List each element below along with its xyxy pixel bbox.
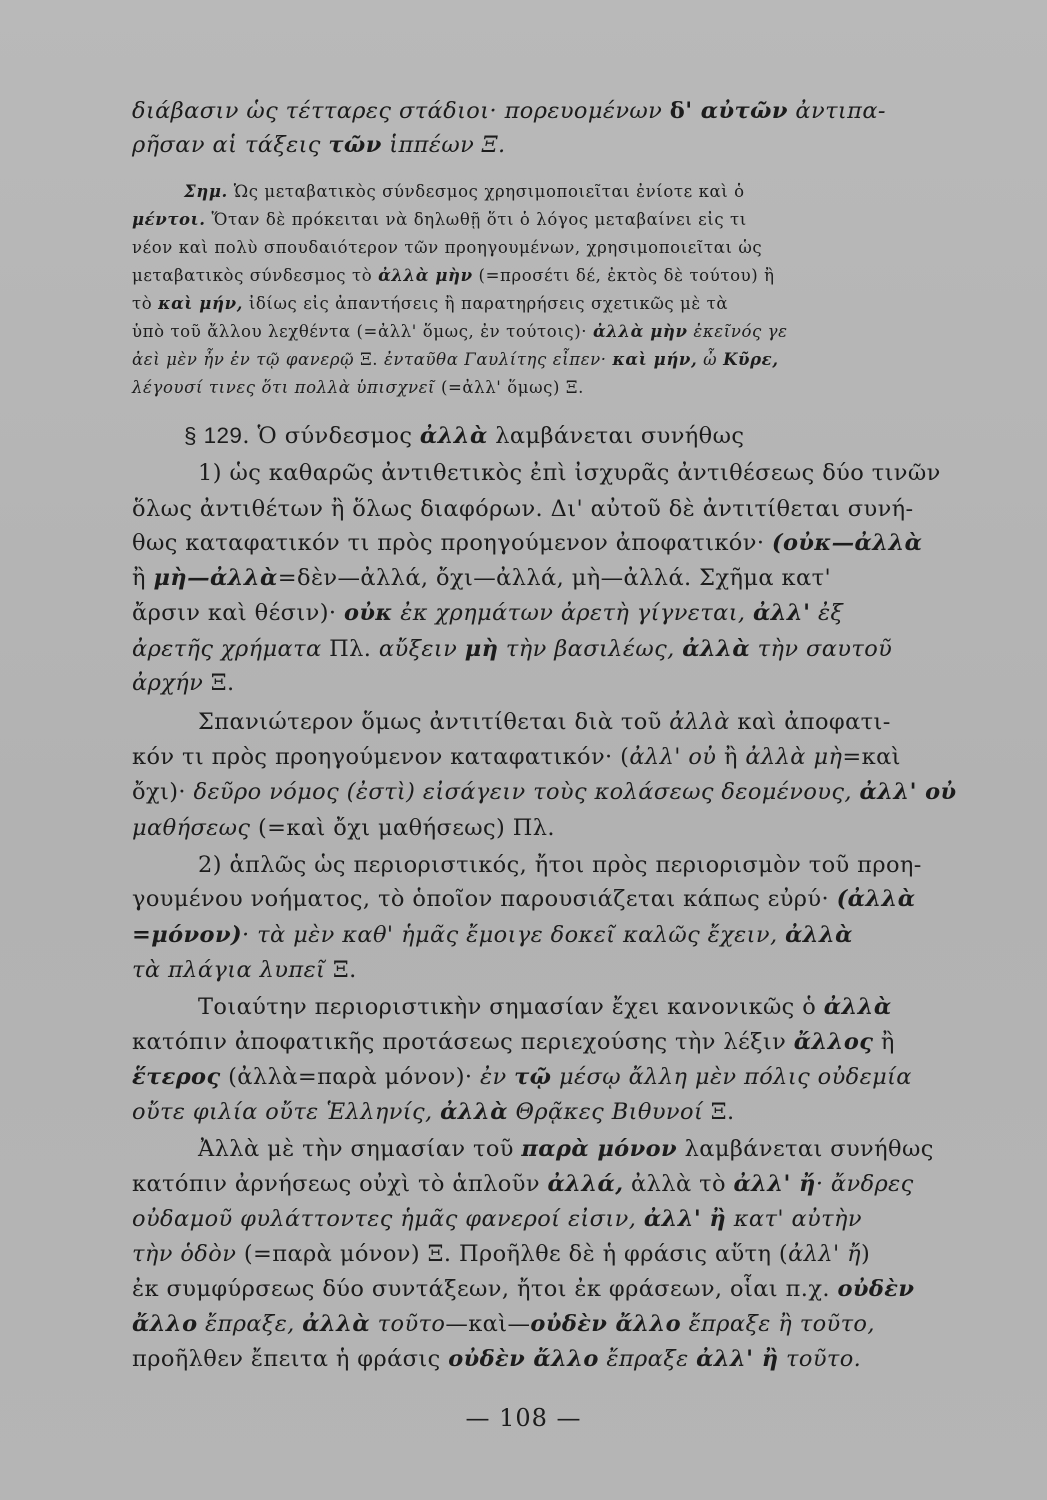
text-span: · τὰ μὲν καθ' ἡμᾶς ἔμοιγε δοκεῖ καλῶς ἔχειν,: [242, 922, 786, 948]
text-span: ἔπραξε,: [197, 1311, 303, 1337]
text-span: ἀρχήν: [132, 670, 204, 696]
text-span: θως καταφατικόν τι πρὸς προηγούμενον ἀποφατικόν·: [132, 530, 772, 556]
text-span: ὦ: [697, 350, 724, 369]
text-span: Ὡς μεταβατικὸς σύνδεσμος χρησιμοποιεῖται ἐνίοτε καὶ ὁ: [227, 182, 745, 201]
text-line: [198, 994, 892, 1020]
text-span: ἀλλὰ: [302, 1311, 371, 1337]
text-line: [132, 98, 886, 124]
text-span: καὶ μήν,: [612, 350, 698, 369]
text-span: τὴν βασιλέως,: [498, 636, 683, 662]
text-span: ἄλλος: [793, 1029, 874, 1055]
text-span: (=καὶ ὄχι μαθήσεως) Πλ.: [250, 815, 555, 841]
text-span: παρὰ μόνον: [521, 1136, 678, 1162]
text-span: ἐν: [479, 1064, 515, 1090]
text-span: ): [861, 1241, 871, 1267]
text-line: [132, 496, 914, 522]
text-line: [132, 886, 915, 912]
text-span: (=ἀλλ' ὅμως) Ξ.: [435, 378, 584, 397]
text-span: ὄχι)·: [132, 779, 194, 805]
text-span: γουμένου νοήματος, τὸ ὁποῖον παρουσιάζεται κάπως εὐρύ·: [132, 886, 837, 912]
text-span: Θρᾷκες Βιθυνοί: [507, 1099, 704, 1125]
text-span: νέον καὶ πολὺ σπουδαιότερον τῶν προηγουμένων, χρησιμοποιεῖται ὡς: [132, 238, 763, 257]
text-line: [132, 636, 892, 662]
text-span: μέντοι.: [132, 210, 206, 229]
text-line: [132, 1346, 861, 1372]
text-span: μὴ—ἀλλὰ: [153, 565, 278, 591]
text-line: [132, 350, 779, 369]
text-line: [132, 744, 901, 770]
text-span: =καὶ: [842, 744, 901, 770]
text-span: . Ὁ σύνδεσμος: [242, 423, 420, 449]
text-span: ἢ: [132, 565, 154, 591]
text-span: τὴν σαυτοῦ: [750, 636, 893, 662]
text-span: ὑπὸ τοῦ ἄλλου λεχθέντα (=ἀλλ' ὅμως, ἐν τούτοις)·: [132, 322, 593, 341]
text-line: [198, 1136, 934, 1162]
text-span: ἀλλὰ μὴ: [745, 744, 843, 770]
text-span: αὐτῶν: [692, 98, 788, 124]
text-span: ἀλλὰ τὸ: [623, 1171, 734, 1197]
text-span: οὔτε φιλία οὔτε Ἑλληνίς,: [132, 1099, 441, 1125]
text-span: οὐκ: [344, 600, 393, 626]
text-span: ἀρετῆς χρήματα: [132, 636, 322, 662]
text-line: [132, 132, 506, 158]
text-span: —καὶ—: [445, 1311, 531, 1337]
text-line: [132, 322, 788, 341]
text-span: Ὅταν δὲ πρόκειται νὰ δηλωθῇ ὅτι ὁ λόγος μεταβαίνει εἰς τι: [205, 210, 747, 229]
text-line: [132, 238, 762, 257]
text-span: οὐδὲν ἄλλο: [530, 1311, 682, 1337]
text-line: [184, 423, 744, 449]
text-span: =μόνον): [132, 922, 243, 948]
text-line: [132, 266, 775, 285]
text-span: μαθήσεως: [132, 815, 251, 841]
page-number: — 108 —: [465, 1404, 582, 1432]
text-span: ἀλλ': [753, 600, 811, 626]
text-line: [132, 210, 747, 229]
text-line: [198, 709, 891, 735]
text-span: Ξ.: [354, 350, 384, 369]
text-span: ἀλλὰ: [682, 636, 751, 662]
text-span: Σπανιώτερον ὅμως ἀντιτίθεται διὰ τοῦ: [198, 709, 670, 735]
text-span: ἀλλὰ μὴν: [592, 322, 688, 341]
text-span: ἐκ χρημάτων ἀρετὴ γίγνεται,: [392, 600, 754, 626]
text-span: ἀντιπα-: [787, 98, 886, 124]
text-span: μέσῳ ἄλλη μὲν πόλις οὐδεμία: [551, 1064, 912, 1090]
text-span: ρῆσαν αἱ τάξεις: [132, 132, 329, 158]
text-span: τοῦτο.: [778, 1346, 862, 1372]
text-span: οὐδὲν ἄλλο: [448, 1346, 599, 1372]
text-span: ἐνταῦθα Γαυλίτης εἶπεν·: [383, 350, 613, 369]
text-line: [132, 922, 853, 948]
text-span: τὴν ὁδὸν: [132, 1241, 237, 1267]
text-span: ἀλλὰ: [785, 922, 853, 948]
text-span: ἀλλὰ: [823, 994, 892, 1020]
text-span: Σημ.: [184, 182, 228, 201]
text-span: (=παρὰ μόνον) Ξ. Προῆλθε δὲ ἡ φράσις αὕτη (: [236, 1241, 789, 1267]
text-span: ἀλλ' ἤ: [788, 1241, 862, 1267]
text-span: ἀλλὰ: [440, 1099, 508, 1125]
text-span: Κῦρε,: [723, 350, 779, 369]
text-span: ἀλλ' ἤ: [733, 1171, 816, 1197]
text-span: ἱππέων Ξ.: [381, 132, 506, 158]
text-span: ἔπραξε ἢ τοῦτο,: [681, 1311, 875, 1337]
text-span: ἀεὶ μὲν ἦν ἐν τῷ φανερῷ: [132, 350, 355, 369]
text-span: (=προσέτι δέ, ἐκτὸς δὲ τούτου) ἢ: [472, 266, 775, 285]
text-span: οὐδὲν: [837, 1276, 915, 1302]
text-span: καὶ μήν,: [158, 294, 243, 313]
text-line: [132, 1276, 914, 1302]
text-span: ἕτερος: [132, 1064, 221, 1090]
text-span: (ἀλλὰ: [836, 886, 916, 912]
text-span: προῆλθεν ἔπειτα ἡ φράσις: [132, 1346, 449, 1372]
text-span: κατόπιν ἀποφατικῆς προτάσεως περιεχούσης τὴν λέξιν: [132, 1029, 794, 1055]
text-span: Ἀλλὰ μὲ τὴν σημασίαν τοῦ: [198, 1136, 522, 1162]
text-span: λαμβάνεται συνήθως: [487, 423, 745, 449]
text-span: 2) ἁπλῶς ὡς περιοριστικός, ἤτοι πρὸς περιορισμὸν τοῦ προη-: [198, 852, 922, 878]
text-line: [132, 1171, 914, 1197]
text-span: ἄλλο: [132, 1311, 198, 1337]
text-span: ἀλλ' οὐ: [629, 744, 717, 770]
text-span: Ξ.: [325, 957, 357, 983]
text-line: [132, 957, 357, 983]
text-span: ἐκ συμφύρσεως δύο συντάξεων, ἤτοι ἐκ φράσεων, οἷαι π.χ.: [132, 1276, 838, 1302]
text-span: κόν τι πρὸς προηγούμενον καταφατικόν· (: [132, 744, 630, 770]
text-line: [132, 530, 922, 556]
text-span: ὅλως ἀντιθέτων ἢ ὅλως διαφόρων. Δι' αὐτοῦ δὲ ἀντιτίθεται συνή-: [132, 496, 914, 522]
text-span: ἐκεῖνός γε: [687, 322, 788, 341]
text-line: [132, 779, 957, 805]
text-span: Τοιαύτην περιοριστικὴν σημασίαν ἔχει κανονικῶς ὁ: [198, 994, 824, 1020]
text-span: οὐδαμοῦ φυλάττοντες ἡμᾶς φανεροί εἰσιν,: [132, 1206, 644, 1232]
text-span: μεταβατικὸς σύνδεσμος τὸ: [132, 266, 379, 285]
text-line: [132, 1099, 735, 1125]
text-span: τῶν: [328, 132, 382, 158]
text-span: αὔξειν: [378, 636, 465, 662]
text-span: ἀλλὰ μὴν: [378, 266, 473, 285]
text-span: κατόπιν ἀρνήσεως οὐχὶ τὸ ἁπλοῦν: [132, 1171, 548, 1197]
text-span: ἀλλ' οὐ: [859, 779, 957, 805]
text-span: τοῦτο: [370, 1311, 446, 1337]
text-span: ἰδίως εἰς ἀπαντήσεις ἢ παρατηρήσεις σχετικῶς μὲ τὰ: [242, 294, 729, 313]
text-span: ἀλλά,: [547, 1171, 624, 1197]
text-span: τῷ: [514, 1064, 552, 1090]
text-line: [132, 1064, 912, 1090]
text-span: 1) ὡς καθαρῶς ἀντιθετικὸς ἐπὶ ἰσχυρᾶς ἀντιθέσεως δύο τινῶν: [198, 460, 941, 486]
text-span: ἀλλ' ἢ: [643, 1206, 727, 1232]
text-line: [132, 670, 235, 696]
text-line: [132, 1311, 875, 1337]
text-span: (ἀλλὰ=παρὰ μόνον)·: [220, 1064, 480, 1090]
text-line: [184, 182, 745, 201]
text-span: ἔπραξε: [598, 1346, 697, 1372]
text-span: διάβασιν ὡς τέτταρες στάδιοι· πορευομένων: [132, 98, 670, 124]
text-span: λαμβάνεται συνήθως: [677, 1136, 934, 1162]
text-line: [132, 1241, 870, 1267]
text-line: [132, 565, 831, 591]
text-span: (οὐκ—ἀλλὰ: [771, 530, 923, 556]
text-span: τὰ πλάγια λυπεῖ: [132, 957, 326, 983]
text-span: ἀλλὰ: [669, 709, 730, 735]
text-line: [132, 294, 728, 313]
text-span: § 129: [184, 423, 243, 448]
text-span: Ξ.: [203, 670, 235, 696]
text-line: [198, 852, 922, 878]
text-line: [132, 378, 584, 397]
text-span: δεῦρο νόμος (ἐστὶ) εἰσάγειν τοὺς κολάσεως δεομένους,: [193, 779, 860, 805]
text-span: καὶ ἀποφατι-: [729, 709, 891, 735]
text-span: =δὲν—ἀλλά, ὄχι—ἀλλά, μὴ—ἀλλά. Σχῆμα κατ': [277, 565, 832, 591]
text-line: [132, 815, 555, 841]
text-span: κατ' αὐτὴν: [726, 1206, 862, 1232]
text-span: ἄρσιν καὶ θέσιν)·: [132, 600, 345, 626]
text-span: δ': [669, 98, 693, 124]
text-line: [198, 460, 941, 486]
text-line: [132, 1206, 862, 1232]
text-span: ἐξ: [810, 600, 844, 626]
text-line: [132, 600, 843, 626]
text-span: Ξ.: [703, 1099, 735, 1125]
text-span: · ἄνδρες: [815, 1171, 914, 1197]
text-span: Πλ.: [321, 636, 379, 662]
text-line: [132, 1029, 895, 1055]
text-span: ἀλλὰ: [419, 423, 488, 449]
text-span: λέγουσί τινες ὅτι πολλὰ ὑπισχνεῖ: [132, 378, 436, 397]
text-span: ἢ: [873, 1029, 895, 1055]
text-span: ἢ: [716, 744, 746, 770]
text-span: μὴ: [464, 636, 499, 662]
text-span: ἀλλ' ἢ: [696, 1346, 779, 1372]
text-span: τὸ: [132, 294, 159, 313]
